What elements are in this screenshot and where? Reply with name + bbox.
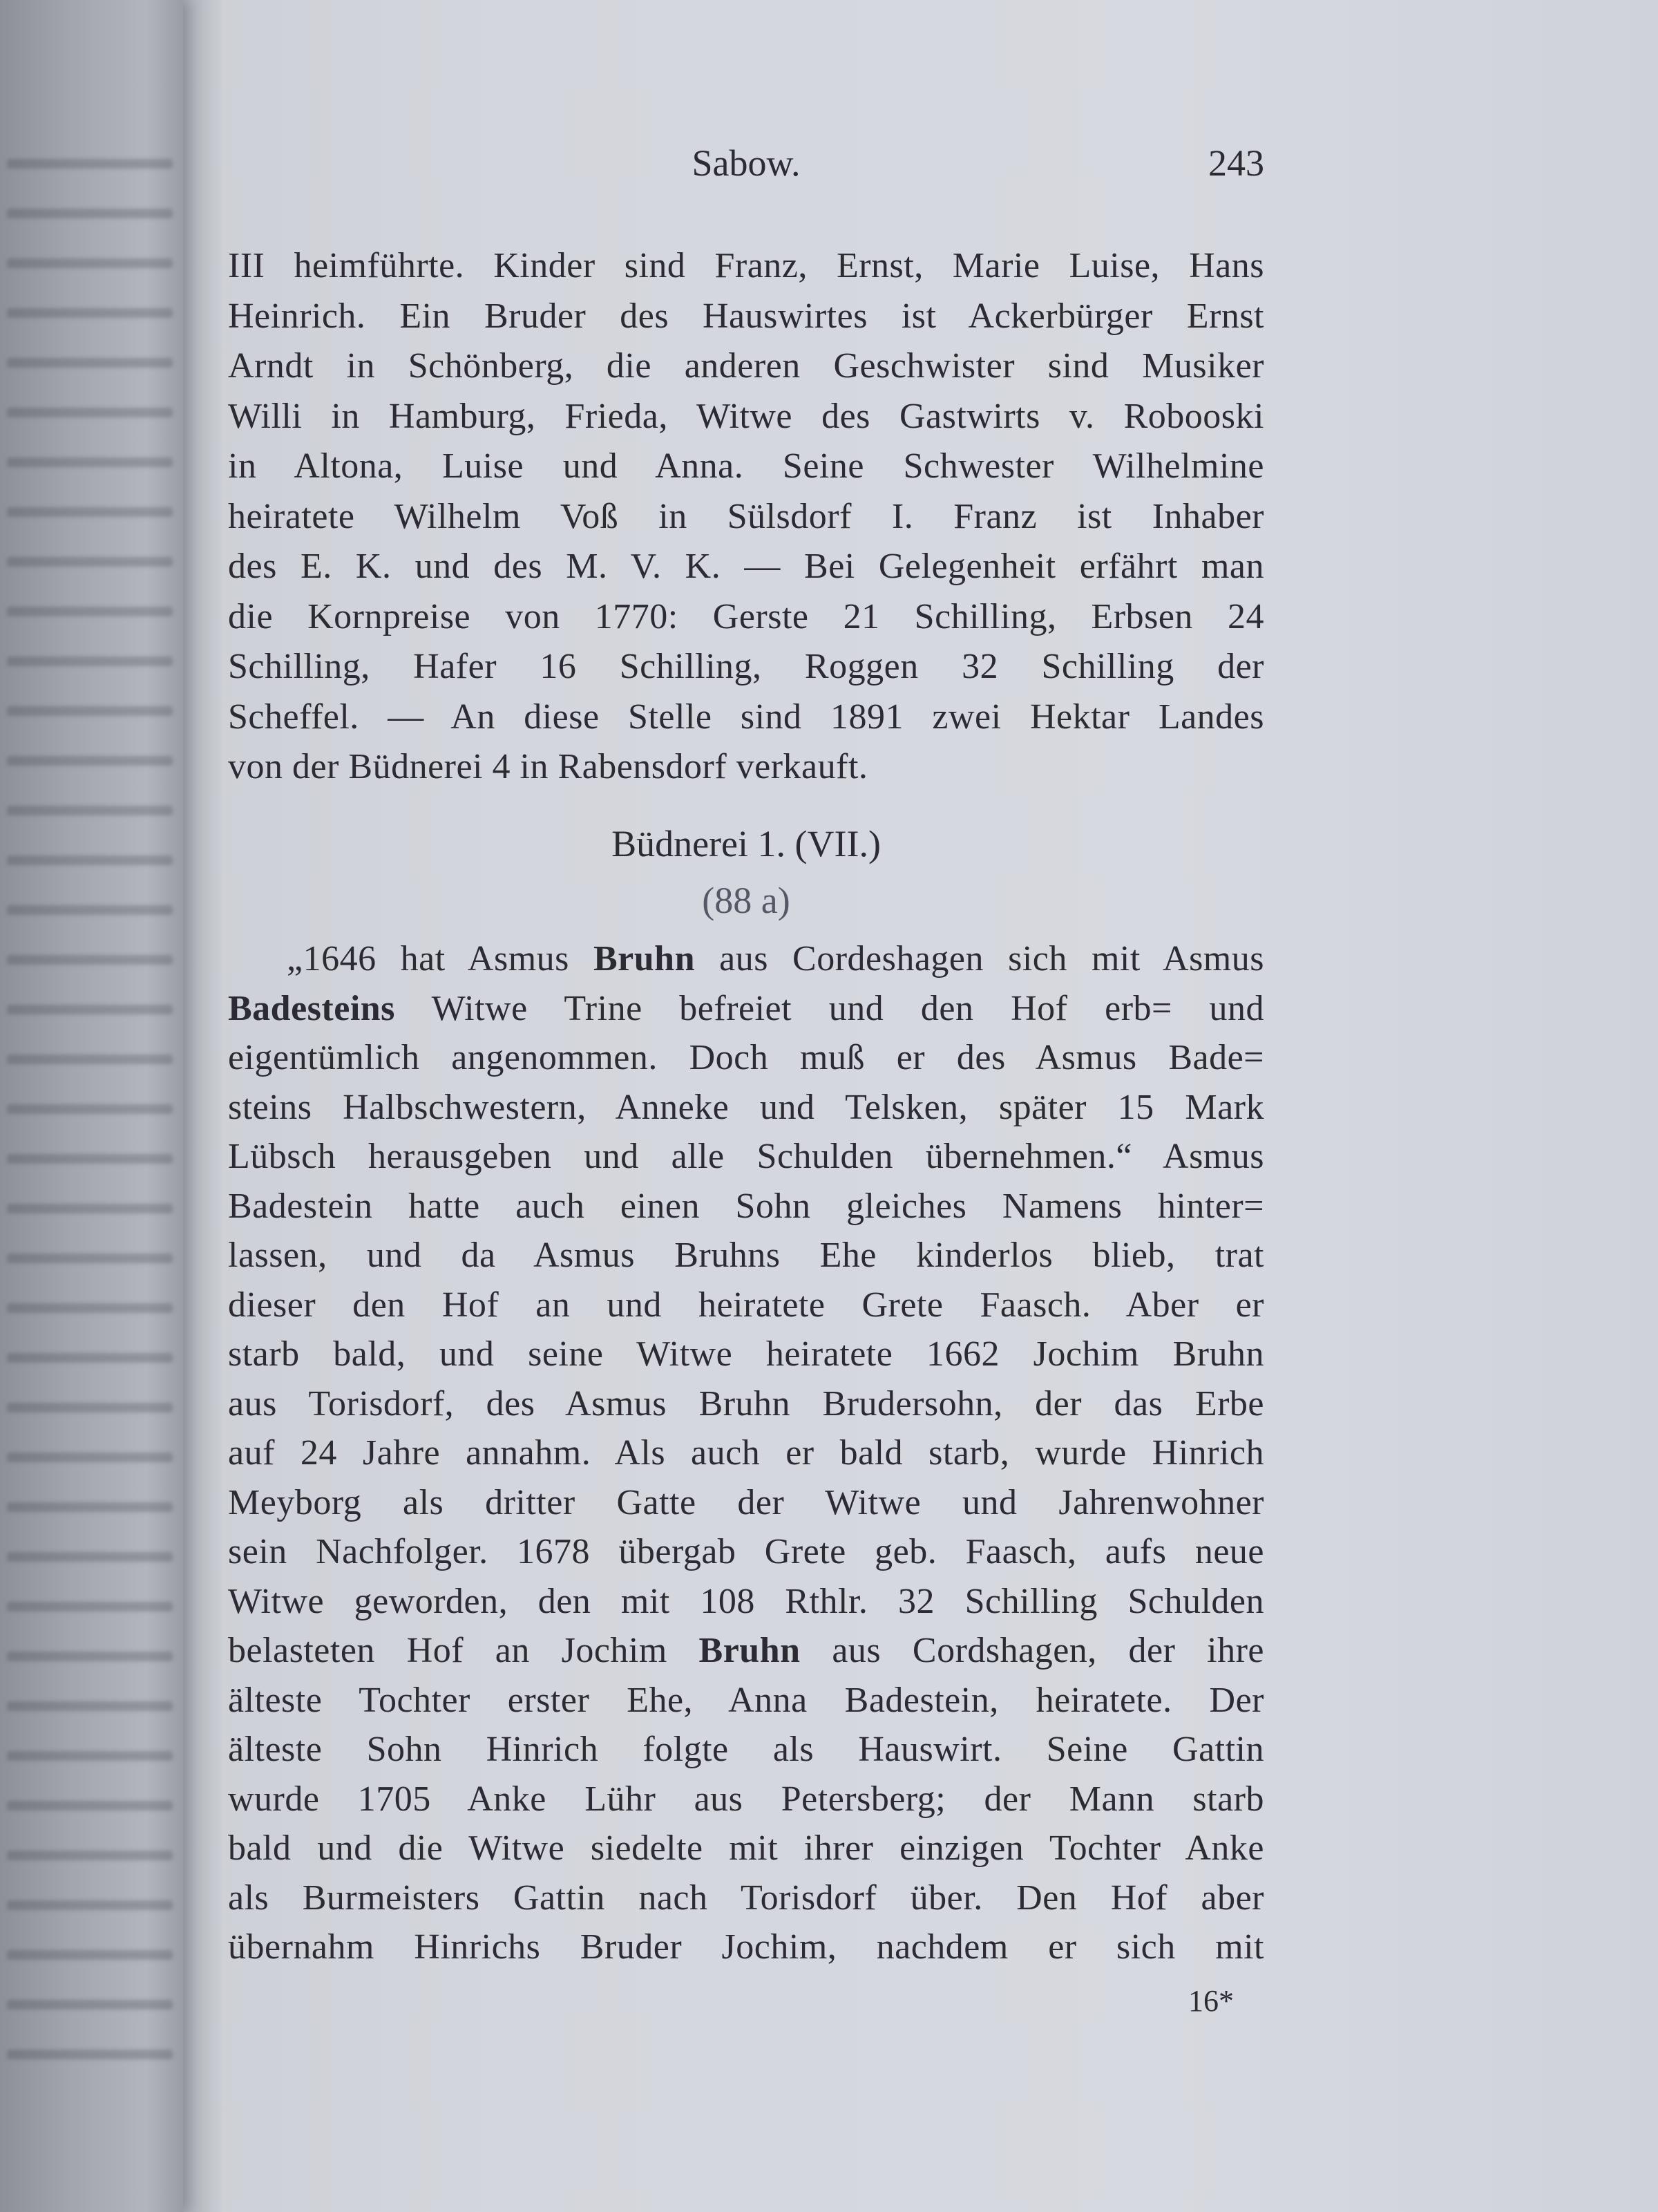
- facing-page-text-blur: [7, 856, 173, 865]
- facing-page-text-blur: [7, 1453, 173, 1462]
- facing-page-text-blur: [7, 1552, 173, 1562]
- text-segment: Witwe geworden, den mit 108 Rthlr. 32 Schilling Schulden: [228, 1581, 1264, 1621]
- text-line: [228, 346, 1264, 387]
- facing-page-text-blur: [7, 1154, 173, 1164]
- text-line: [228, 697, 1264, 738]
- text-segment: lassen, und da Asmus Bruhns Ehe kinderlos blieb, trat: [228, 1236, 1264, 1275]
- facing-page-text-blur: [7, 1751, 173, 1761]
- facing-page-text-blur: [7, 706, 173, 716]
- text-segment: aus Torisdorf, des Asmus Bruhn Brudersohn, der das Erbe: [228, 1383, 1264, 1424]
- text-line: [228, 1531, 1264, 1573]
- facing-page-text-blur: [7, 408, 173, 417]
- text-line: [228, 1334, 1264, 1375]
- facing-page-text-blur: [7, 1303, 173, 1313]
- facing-page-text-blur: [7, 1254, 173, 1263]
- text-line: [228, 1037, 1264, 1079]
- text-segment: bald und die Witwe siedelte mit ihrer einzigen Tochter Anke: [228, 1828, 1264, 1868]
- text-line: [228, 1779, 1264, 1820]
- text-line: [228, 1285, 1264, 1326]
- text-line: [228, 496, 1264, 538]
- text-line: [228, 746, 1264, 788]
- facing-page-text-blur: [7, 1701, 173, 1711]
- facing-page-text-blur: [7, 607, 173, 616]
- facing-page-text-blur: [7, 1055, 173, 1064]
- text-line: [228, 446, 1264, 487]
- running-header: [228, 142, 1264, 190]
- text-segment: Scheffel. — An diese Stelle sind 1891 zwei Hektar Landes: [228, 697, 1264, 737]
- text-segment: belasteten Hof an Jochim: [228, 1631, 699, 1670]
- facing-page-text-blur: [7, 209, 173, 218]
- facing-page-edge: [0, 0, 183, 2212]
- facing-page-text-blur: [7, 806, 173, 815]
- text-line: [228, 988, 1264, 1030]
- bold-name: Bruhn: [698, 1631, 801, 1670]
- text-segment: III heimführte. Kinder sind Franz, Ernst, Marie Luise, Hans: [228, 246, 1264, 285]
- text-segment: von der Büdnerei 4 in Rabensdorf verkauft.: [228, 747, 868, 786]
- text-segment: aus Cordeshagen sich mit Asmus: [695, 939, 1264, 979]
- facing-page-text-blur: [7, 1652, 173, 1661]
- text-line: [228, 1878, 1264, 1919]
- text-line: [228, 296, 1264, 337]
- gutter-shadow: [183, 0, 225, 2212]
- text-segment: steins Halbschwestern, Anneke und Telsken, später 15 Mark: [228, 1087, 1264, 1127]
- facing-page-text-blur: [7, 159, 173, 169]
- text-line: [228, 1235, 1264, 1276]
- page-number: 243: [1208, 142, 1264, 184]
- text-segment: Heinrich. Ein Bruder des Hauswirtes ist Ackerbürger Ernst: [228, 296, 1264, 336]
- facing-page-text-blur: [7, 308, 173, 318]
- text-line: [228, 1433, 1264, 1474]
- text-segment: als Burmeisters Gattin nach Torisdorf über. Den Hof aber: [228, 1878, 1264, 1918]
- text-segment: wurde 1705 Anke Lühr aus Petersberg; der Mann starb: [228, 1779, 1264, 1819]
- facing-page-text-blur: [7, 1403, 173, 1412]
- text-segment: die Kornpreise von 1770: Gerste 21 Schilling, Erbsen 24: [228, 596, 1264, 636]
- text-line: [228, 596, 1264, 638]
- facing-page-text-blur: [7, 1104, 173, 1114]
- text-segment: auf 24 Jahre annahm. Als auch er bald starb, wurde Hinrich: [228, 1433, 1264, 1473]
- facing-page-text-blur: [7, 1502, 173, 1512]
- text-line: [228, 1927, 1264, 1968]
- text-segment: Lübsch herausgeben und alle Schulden übernehmen.“ Asmus: [228, 1137, 1264, 1176]
- section-subheading: (88 a): [702, 880, 790, 921]
- text-segment: älteste Tochter erster Ehe, Anna Badestein, heiratete. Der: [228, 1680, 1264, 1720]
- text-line: [228, 938, 1264, 980]
- facing-page-text-blur: [7, 1204, 173, 1213]
- facing-page-text-blur: [7, 358, 173, 368]
- text-segment: „1646 hat Asmus: [287, 939, 593, 979]
- facing-page-text-blur: [7, 656, 173, 666]
- text-segment: Witwe Trine befreiet und den Hof erb= und: [394, 988, 1264, 1028]
- text-segment: Arndt in Schönberg, die anderen Geschwister sind Musiker: [228, 346, 1264, 386]
- facing-page-text-blur: [7, 1353, 173, 1363]
- text-segment: Willi in Hamburg, Frieda, Witwe des Gastwirts v. Robooski: [228, 396, 1264, 436]
- text-line: [228, 1087, 1264, 1128]
- text-line: [228, 1581, 1264, 1623]
- bold-name: Bruhn: [593, 939, 696, 979]
- text-segment: Meyborg als dritter Gatte der Witwe und Jahrenwohner: [228, 1482, 1264, 1522]
- facing-page-text-blur: [7, 905, 173, 915]
- facing-page-text-blur: [7, 457, 173, 467]
- text-segment: heiratete Wilhelm Voß in Sülsdorf I. Franz ist Inhaber: [228, 496, 1264, 536]
- facing-page-text-blur: [7, 756, 173, 766]
- facing-page-text-blur: [7, 1005, 173, 1014]
- text-line: [228, 1482, 1264, 1524]
- text-segment: sein Nachfolger. 1678 übergab Grete geb. Faasch, aufs neue: [228, 1532, 1264, 1571]
- facing-page-text-blur: [7, 1801, 173, 1811]
- facing-page-text-blur: [7, 2000, 173, 2010]
- text-segment: übernahm Hinrichs Bruder Jochim, nachdem er sich mit: [228, 1927, 1264, 1967]
- running-title: Sabow.: [692, 142, 801, 184]
- signature-mark: 16*: [1188, 1984, 1234, 2018]
- facing-page-text-blur: [7, 557, 173, 567]
- facing-page-text-blur: [7, 507, 173, 517]
- facing-page-text-blur: [7, 1851, 173, 1860]
- text-segment: älteste Sohn Hinrich folgte als Hauswirt. Seine Gattin: [228, 1730, 1264, 1769]
- text-segment: starb bald, und seine Witwe heiratete 1662 Jochim Bruhn: [228, 1334, 1264, 1374]
- facing-page-text-blur: [7, 1900, 173, 1910]
- text-segment: des E. K. und des M. V. K. — Bei Gelegenheit erfährt man: [228, 547, 1264, 586]
- text-line: [228, 1680, 1264, 1721]
- text-line: [228, 396, 1264, 437]
- text-segment: dieser den Hof an und heiratete Grete Faasch. Aber er: [228, 1285, 1264, 1325]
- facing-page-text-blur: [7, 258, 173, 268]
- text-line: [228, 1828, 1264, 1869]
- text-line: [228, 1383, 1264, 1425]
- text-line: [228, 1630, 1264, 1672]
- text-line: [228, 1186, 1264, 1227]
- text-segment: in Altona, Luise und Anna. Seine Schwester Wilhelmine: [228, 446, 1264, 486]
- section-heading: Büdnerei 1. (VII.): [611, 823, 881, 864]
- text-segment: aus Cordshagen, der ihre: [800, 1631, 1265, 1670]
- facing-page-text-blur: [7, 955, 173, 965]
- facing-page-text-blur: [7, 1950, 173, 1960]
- text-line: [228, 546, 1264, 587]
- text-line: [228, 1729, 1264, 1770]
- bold-name: Badesteins: [228, 988, 395, 1028]
- text-segment: Badestein hatte auch einen Sohn gleiches Namens hinter=: [228, 1186, 1264, 1226]
- text-line: [228, 1136, 1264, 1178]
- text-segment: eigentümlich angenommen. Doch muß er des Asmus Bade=: [228, 1038, 1264, 1077]
- text-segment: Schilling, Hafer 16 Schilling, Roggen 32 Schilling der: [228, 647, 1264, 686]
- text-line: [228, 245, 1264, 287]
- text-line: [228, 646, 1264, 688]
- facing-page-text-blur: [7, 2050, 173, 2059]
- facing-page-text-blur: [7, 1602, 173, 1611]
